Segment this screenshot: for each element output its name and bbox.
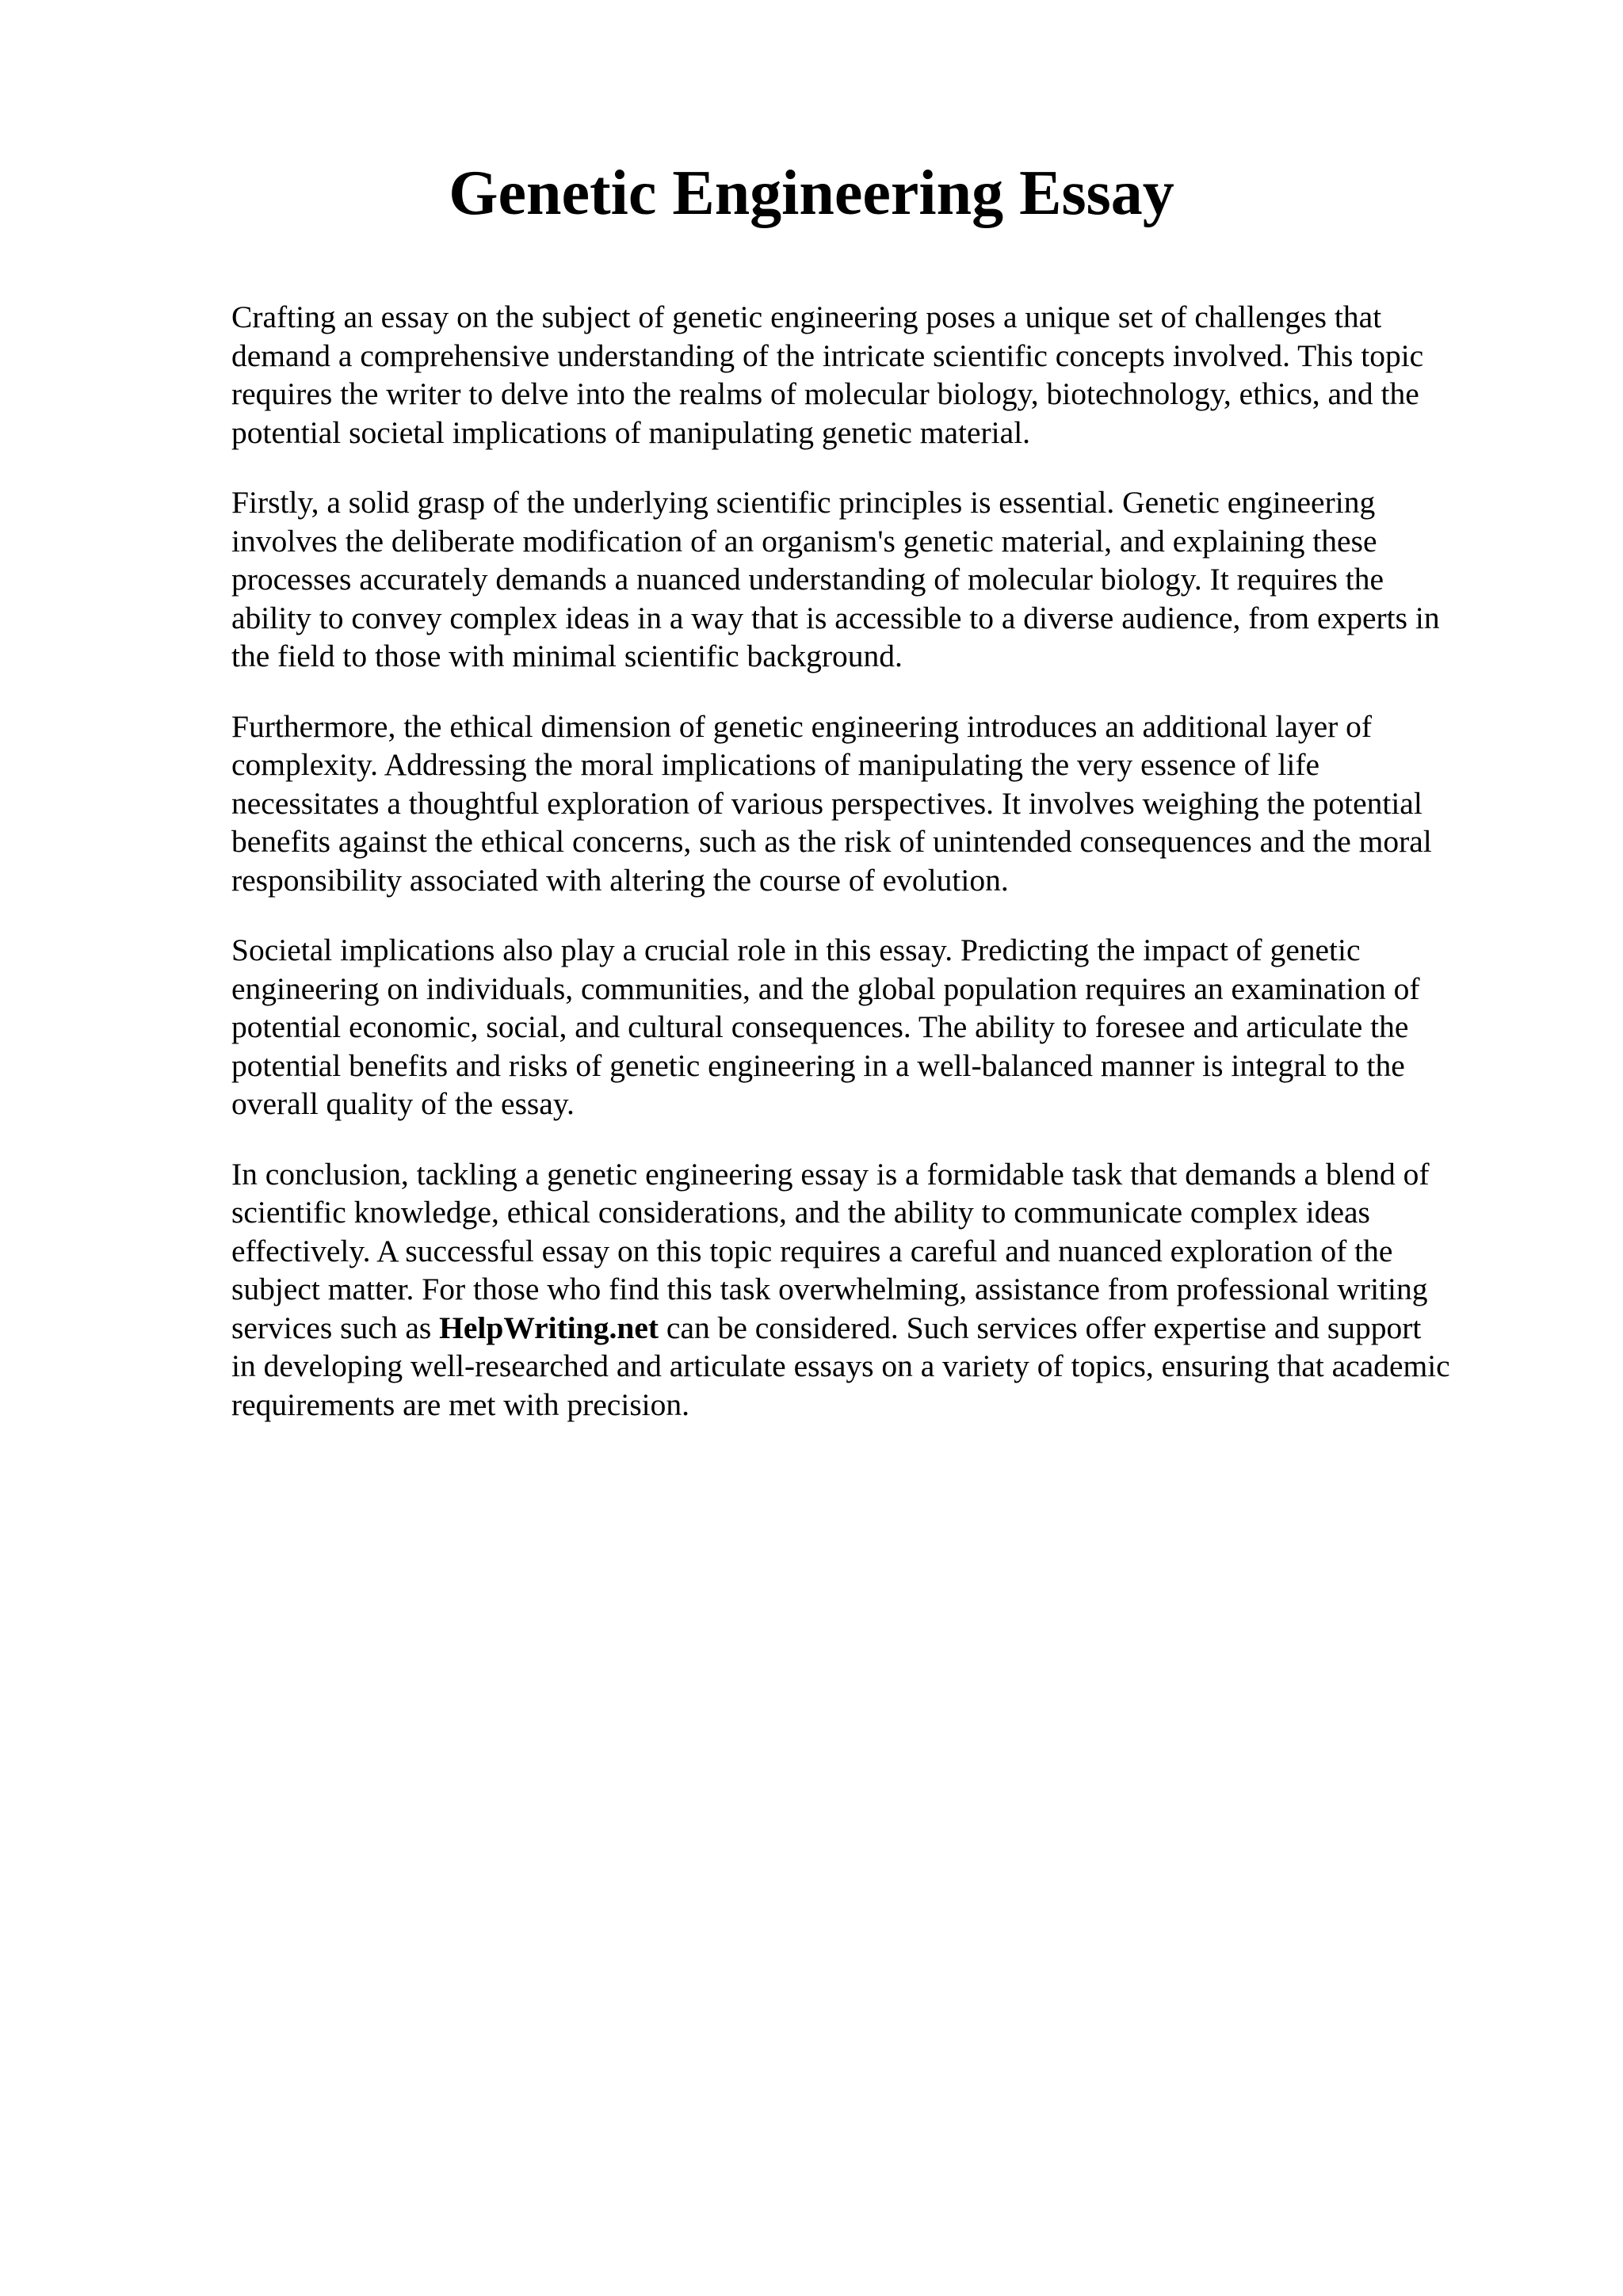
- paragraph-line: overall quality of the essay.: [231, 1086, 575, 1121]
- paragraph-line: in developing well-researched and articulate essays on a variety of topics, ensuring that academic: [231, 1348, 1450, 1383]
- paragraph-line: complexity. Addressing the moral implications of manipulating the very essence of life: [231, 747, 1320, 782]
- brand-line-suffix: can be considered. Such services offer expertise and support: [659, 1310, 1422, 1345]
- document-title: Genetic Engineering Essay: [449, 158, 1174, 228]
- paragraph-line: ability to convey complex ideas in a way that is accessible to a diverse audience, from experts in: [231, 600, 1440, 635]
- paragraph-line: effectively. A successful essay on this topic requires a careful and nuanced exploration of the: [231, 1233, 1393, 1268]
- paragraph-line: requires the writer to delve into the realms of molecular biology, biotechnology, ethics, and the: [231, 376, 1419, 411]
- paragraph-line: requirements are met with precision.: [231, 1386, 690, 1422]
- paragraph-line: Crafting an essay on the subject of genetic engineering poses a unique set of challenges that: [231, 299, 1382, 334]
- paragraph-line: Firstly, a solid grasp of the underlying scientific principles is essential. Genetic engineering: [231, 485, 1376, 520]
- paragraph-line: involves the deliberate modification of an organism's genetic material, and explaining these: [231, 523, 1377, 559]
- paragraph-line: In conclusion, tackling a genetic engineering essay is a formidable task that demands a blend of: [231, 1156, 1430, 1192]
- essay-body: [231, 298, 1515, 1455]
- paragraph-line: processes accurately demands a nuanced understanding of molecular biology. It requires the: [231, 562, 1384, 597]
- paragraph-societal-implications: [231, 931, 1515, 1123]
- paragraph-line: demand a comprehensive understanding of the intricate scientific concepts involved. This topic: [231, 338, 1424, 373]
- paragraph-line: Societal implications also play a crucial role in this essay. Predicting the impact of genetic: [231, 933, 1361, 967]
- paragraph-line: scientific knowledge, ethical considerations, and the ability to communicate complex ideas: [231, 1195, 1370, 1230]
- paragraph-line: potential societal implications of manipulating genetic material.: [231, 414, 1031, 450]
- paragraph-scientific-principles: [231, 483, 1515, 676]
- paragraph-line: responsibility associated with altering the course of evolution.: [231, 862, 1009, 898]
- brand-line: [231, 1309, 1515, 1348]
- paragraph-ethical-dimension: [231, 707, 1515, 900]
- paragraph-introduction: [231, 298, 1515, 452]
- paragraph-line: Furthermore, the ethical dimension of genetic engineering introduces an additional layer of: [231, 708, 1373, 744]
- paragraph-line: potential benefits and risks of genetic engineering in a well-balanced manner is integral to the: [231, 1047, 1405, 1083]
- paragraph-line: benefits against the ethical concerns, such as the risk of unintended consequences and the moral: [231, 824, 1432, 859]
- paragraph-line: necessitates a thoughtful exploration of various perspectives. It involves weighing the potential: [231, 785, 1423, 821]
- helpwriting-link[interactable]: HelpWriting.net: [439, 1310, 659, 1345]
- paragraph-line: engineering on individuals, communities, and the global population requires an examination of: [231, 971, 1420, 1006]
- paragraph-line: subject matter. For those who find this task overwhelming, assistance from professional writing: [231, 1272, 1428, 1306]
- paragraph-line: the field to those with minimal scientific background.: [231, 639, 903, 673]
- paragraph-conclusion: [231, 1155, 1515, 1425]
- paragraph-line: potential economic, social, and cultural consequences. The ability to foresee and articulate the: [231, 1009, 1409, 1044]
- brand-line-prefix: services such as: [231, 1310, 440, 1345]
